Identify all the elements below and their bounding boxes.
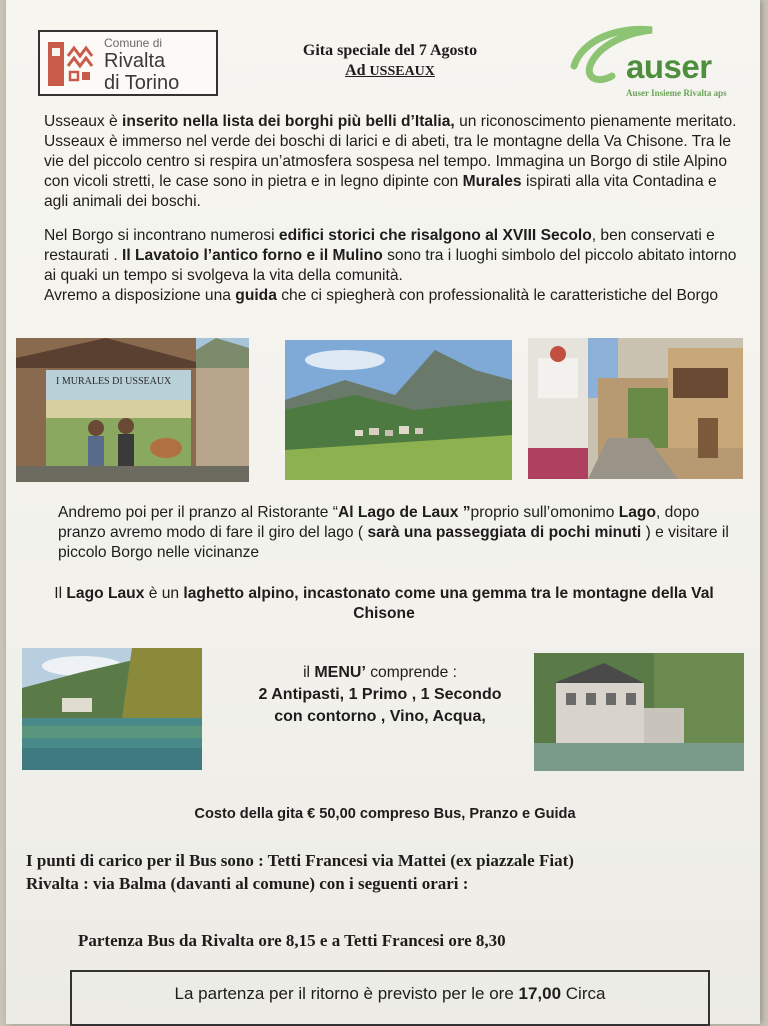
return-hour: 17,00 bbox=[518, 984, 562, 1003]
comune-emblem-icon bbox=[46, 38, 98, 90]
lake-paragraph bbox=[44, 584, 724, 624]
trip-title: Gita speciale del 7 Agosto bbox=[302, 42, 478, 59]
menu-extras: con contorno , Vino, Acqua, bbox=[274, 708, 486, 725]
borgo-text-2: , ben conservati e restaurati . bbox=[44, 227, 715, 264]
trip-destination bbox=[240, 62, 540, 80]
lunch-text-2: proprio sull’omonimo bbox=[470, 504, 619, 521]
lake-text-1: Il bbox=[54, 585, 67, 602]
lunch-text-3: , dopo pranzo avremo modo di fare il giro del lago ( bbox=[58, 504, 700, 541]
intro-text-1: Usseaux è bbox=[44, 113, 123, 130]
pickup-line-2: Rivalta : via Balma (davanti al comune) con i seguenti orari : bbox=[26, 874, 469, 893]
restaurant-name: Al Lago de Laux ” bbox=[337, 504, 471, 521]
menu-suffix: comprende : bbox=[365, 664, 457, 681]
borgo-bold-1: edifici storici che risalgono al XVIII Secolo bbox=[278, 227, 592, 244]
photo-valley bbox=[285, 340, 512, 480]
borgo-text-5: che ci spiegherà con professionalità le caratteristiche del Borgo bbox=[276, 287, 719, 304]
menu-courses: 2 Antipasti, 1 Primo , 1 Secondo bbox=[258, 686, 502, 703]
logo-left-line1: Comune di bbox=[104, 36, 163, 50]
lunch-bold-lago: Lago bbox=[618, 504, 656, 521]
borgo-bold-3: guida bbox=[235, 287, 277, 304]
intro-text-3: ispirati alla vita Contadina e agli animali dei boschi. bbox=[44, 173, 717, 210]
comune-rivalta-logo bbox=[38, 30, 218, 96]
return-text-1: La partenza per il ritorno è previsto per le ore bbox=[174, 984, 519, 1003]
mural-sign-text: I MURALES DI USSEAUX bbox=[56, 376, 172, 387]
lake-description: laghetto alpino, incastonato come una gemma tra le montagne della Val Chisone bbox=[183, 585, 714, 622]
trip-cost: Costo della gita € 50,00 compreso Bus, Pranzo e Guida bbox=[194, 806, 576, 822]
return-time-box bbox=[70, 970, 710, 1026]
lunch-text-4: ) e visitare il piccolo Borgo nelle vicinanze bbox=[58, 524, 729, 561]
borgo-text-4: Avremo a disposizione una bbox=[44, 287, 236, 304]
intro-text-2: un riconoscimento pienamente meritato. Usseaux è immerso nel verde dei boschi di larici e di abeti, tra le montagne della Va Chisone. Tra le vie del piccolo centro si respira un’atmosfera sospesa nel tempo. Immagina un Borgo di stile Alpino con vicoli stretti, le case sono in pietra e in legno dipinte con bbox=[44, 113, 737, 190]
destination-place: USSEAUX bbox=[369, 64, 435, 79]
auser-logo bbox=[568, 22, 750, 102]
return-text-2: Circa bbox=[561, 984, 606, 1003]
borgo-text-1: Nel Borgo si incontrano numerosi bbox=[44, 227, 279, 244]
pickup-line-1: I punti di carico per il Bus sono : Tetti Francesi via Mattei (ex piazzale Fiat) bbox=[26, 851, 574, 870]
departure-times: Partenza Bus da Rivalta ore 8,15 e a Tetti Francesi ore 8,30 bbox=[78, 931, 506, 950]
auser-tagline: Auser Insieme Rivalta aps bbox=[626, 88, 727, 98]
lake-name: Lago Laux bbox=[66, 585, 145, 602]
borgo-bold-2: Il Lavatoio l’antico forno e il Mulino bbox=[122, 247, 383, 264]
intro-bold-2: Murales bbox=[462, 173, 522, 190]
photo-restaurant bbox=[534, 653, 744, 771]
return-time bbox=[72, 984, 708, 1004]
menu-header bbox=[230, 662, 530, 684]
logo-left-line2: Rivalta bbox=[104, 50, 166, 72]
menu-prefix: il bbox=[303, 664, 315, 681]
intro-bold-1: inserito nella lista dei borghi più belli d’Italia, bbox=[122, 113, 455, 130]
lunch-text-1: Andremo poi per il pranzo al Ristorante “ bbox=[58, 504, 338, 521]
menu-title: MENU’ bbox=[314, 664, 366, 681]
photo-lake bbox=[22, 648, 202, 770]
lake-text-2: è un bbox=[144, 585, 184, 602]
menu-block bbox=[230, 662, 530, 728]
photo-village-street bbox=[528, 338, 743, 479]
logo-left-line3: di Torino bbox=[104, 72, 180, 94]
photo-murales bbox=[16, 338, 249, 482]
borgo-paragraph bbox=[44, 226, 744, 306]
lunch-paragraph bbox=[58, 503, 748, 563]
borgo-text-3: sono tra i luoghi simbolo del piccolo abitato intorno ai quaki un tempo si svolgeva la vita della comunità. bbox=[44, 247, 737, 284]
auser-brand: auser bbox=[626, 48, 712, 85]
intro-paragraph bbox=[44, 112, 744, 212]
destination-prefix: Ad bbox=[345, 62, 366, 79]
walk-note: sarà una passeggiata di pochi minuti bbox=[367, 524, 642, 541]
